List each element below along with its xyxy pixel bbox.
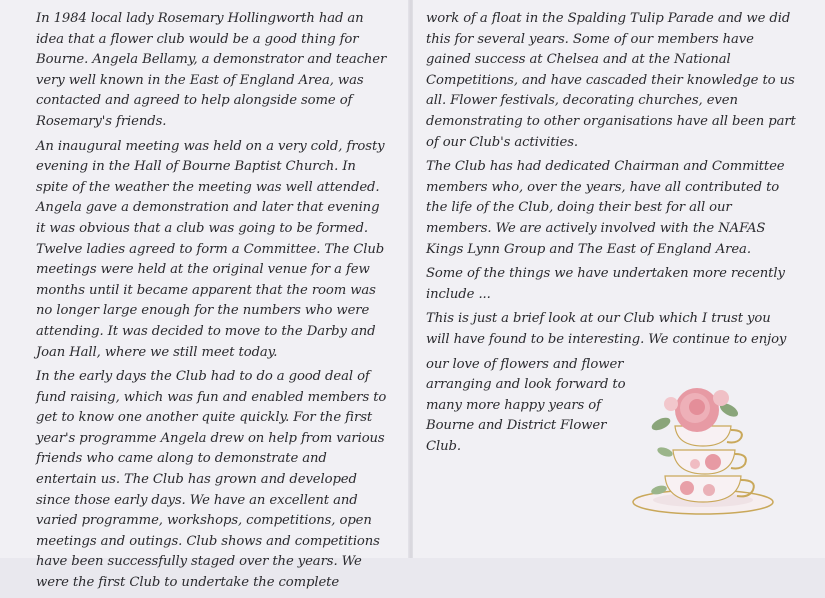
paragraph: In 1984 local lady Rosemary Hollingworth had an idea that a flower club would be a good thing for Bourne. Angela Bellamy, a demonstrator and teacher very well known in the East of England Area, was contacted and agreed to help alongside some of Rosemary's friends. [36,11,387,129]
paragraph: Some of the things we have undertaken more recently include ... [426,266,785,302]
right-page [413,0,825,558]
paragraph: This is just a brief look at our Club which I trust you will have found to be interesting. We continue to enjoy [426,311,787,347]
teacups-roses-illustration [625,380,775,530]
paragraph: work of a float in the Spalding Tulip Parade and we did this for several years. Some of our members have gained success at Chelsea and at the National Competitions, and have cascaded their knowledge to us all. Flower festivals, decorating churches, even demonstrating to other organisations have all been part of our Club's activities. [426,11,796,150]
paragraph: In the early days the Club had to do a good deal of fund raising, which was fun and enabled members to get to know one another quite quickly. For the first year's programme Angela drew on help from various friends who came along to demonstrate and entertain us. The Club has grown and developed since those early days. We have an excellent and varied programme, workshops, competitions, open meetings and outings. Club shows and competitions have been successfully staged over the years. We were the first Club to undertake the complete [36,369,387,591]
paragraph: An inaugural meeting was held on a very cold, frosty evening in the Hall of Bourne Baptist Church. In spite of the weather the meeting was well attended. Angela gave a demonstration and later that evening it was obvious that a club was going to be formed. Twelve ladies agreed to form a Committee. The Club meetings were held at the original venue for a few months until it became apparent that the room was no longer large enough for the numbers who were attending. It was decided to move to the Darby and Joan Hall, where we still meet today. [36,138,385,360]
closing-paragraph: our love of flowers and flower arranging and look forward to many more happy years of Bourne and District Flower Club. [426,356,626,454]
left-page [0,0,410,591]
paragraph: The Club has had dedicated Chairman and Committee members who, over the years, have all contributed to the life of the Club, doing their best for all our members. We are actively involved with the NAFAS Kings Lynn Group and The East of England Area. [426,159,785,257]
left-page-text [36,9,390,598]
